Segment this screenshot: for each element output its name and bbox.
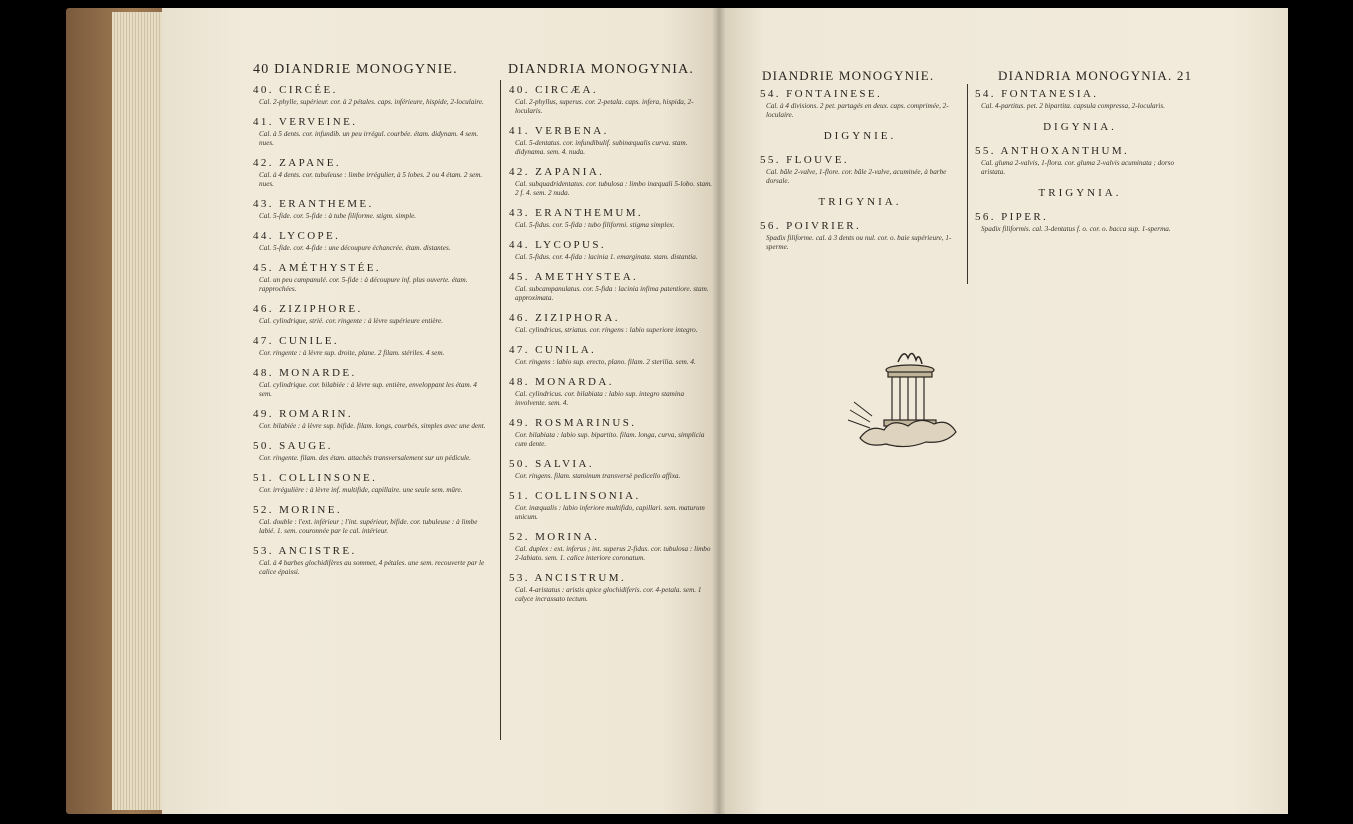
left-header-latin: DIANDRIA MONOGYNIA. [508, 62, 695, 77]
entry-text: Cal. subcampanulatus. cor. 5-fida : lacinia infima patentiore. stam. approximata. [515, 285, 709, 302]
entry-name: 47. CUNILE. [253, 335, 339, 347]
entry-fr-43 [253, 198, 487, 221]
entry-text: Cal. 2-phyllus, superus. cor. 2-petala. caps. infera, hispida, 2-locularis. [515, 98, 694, 115]
entry-la-48 [509, 376, 713, 408]
entry-text: Cor. irrégulière : à lèvre inf. multifide, capillaire. une seule sem. mûre. [259, 486, 463, 494]
entry-text: Cor. inæqualis : labio inferiore multifido, capillari. sem. maturum unicum. [515, 504, 705, 521]
entry-name: 42. ZAPANE. [253, 157, 342, 169]
entry-text: Cal. 5-fide. cor. 4-fide : une découpure échancrée. étam. distantes. [259, 244, 451, 252]
entry-text: Cor. bilabiata : labio sup. bipartito. filam. longa, curva, simplicia cum dente. [515, 431, 705, 448]
entry-name: 54. FONTANESIA. [975, 88, 1099, 100]
entry-name: 46. ZIZIPHORE. [253, 303, 363, 315]
entry-la-49 [509, 417, 713, 449]
entry-name: 54. FONTAINESE. [760, 88, 883, 100]
entry-fr-47 [253, 335, 487, 358]
entry-name: 50. SAUGE. [253, 440, 333, 452]
entry-name: 42. ZAPANIA. [509, 166, 605, 178]
left-latin-column [509, 84, 713, 613]
entry-fr-42 [253, 157, 487, 189]
entry-name: 53. ANCISTRUM. [509, 572, 627, 584]
entry-text: Cal. cylindrique, strié. cor. ringente : à lèvre supérieure entière. [259, 317, 444, 325]
entry-la-56 [975, 211, 1185, 234]
entry-fr-45 [253, 262, 487, 294]
entry-name: 50. SALVIA. [509, 458, 594, 470]
entry-name: 43. ERANTHEMUM. [509, 207, 644, 219]
entry-fr-51 [253, 472, 487, 495]
right-column-rule [967, 84, 968, 284]
entry-la-51 [509, 490, 713, 522]
entry-text: Cal. subquadridentatus. cor. tubulosa : limbo inæquali 5-lobo. stam. 2 f. 4. sem. 2 nuda. [515, 180, 713, 197]
entry-fr-52 [253, 504, 487, 536]
entry-text: Cal. gluma 2-valvis, 1-flora. cor. gluma 2-valvis acuminata ; dorso aristata. [981, 159, 1175, 176]
entry-la-53 [509, 572, 713, 604]
entry-text: Cor. ringente : à lèvre sup. droite, plane. 2 filam. stériles. 4 sem. [259, 349, 445, 357]
entry-fr-55 [760, 154, 960, 186]
entry-la-52 [509, 531, 713, 563]
left-french-column [253, 84, 487, 586]
entry-text: Cal. à 5 dents. cor. infundib. un peu irrégul. courbée. étam. didynam. 4 sem. nues. [259, 130, 479, 147]
entry-text: Cal. 2-phylle, supérieur. cor. à 2 pétales. caps. inférieure, hispide, 2-loculaire. [259, 98, 484, 106]
entry-text: Cal. duplex : ext. inferus ; int. superus 2-fidus. cor. tubulosa : limbo 2-labiato. sem. 1. calice interiore coronatum. [515, 545, 711, 562]
entry-text: Cal. 5-fidus. cor. 4-fida : lacinia 1. emarginata. stam. distantia. [515, 253, 698, 261]
entry-fr-40 [253, 84, 487, 107]
entry-name: 44. LYCOPUS. [509, 239, 607, 251]
entry-name: 49. ROSMARINUS. [509, 417, 637, 429]
entry-name: 44. LYCOPE. [253, 230, 341, 242]
left-header-french: 40 DIANDRIE MONOGYNIE. [253, 62, 458, 77]
entry-la-44 [509, 239, 713, 262]
entry-text: Cal. cylindricus, striatus. cor. ringens : labio superiore integro. [515, 326, 698, 334]
book-gutter [712, 8, 726, 814]
entry-la-54 [975, 88, 1185, 111]
entry-text: Cal. un peu campanulé. cor. 5-fide : à découpure inf. plus ouverte. étam. rapprochées. [259, 276, 468, 293]
entry-text: Cal. 5-dentatus. cor. infundibulif. subinæqualis curva. stam. didynama. sem. 4. nuda. [515, 139, 688, 156]
entry-name: 52. MORINE. [253, 504, 343, 516]
entry-name: 48. MONARDA. [509, 376, 614, 388]
entry-fr-50 [253, 440, 487, 463]
entry-text: Cal. 4-aristatus : aristis apice glochidiferis. cor. 4-petala. sem. 1 calyce incrassato tectum. [515, 586, 702, 603]
entry-name: 40. CIRCÉE. [253, 84, 338, 96]
entry-la-40 [509, 84, 713, 116]
entry-text: Cal. cylindrique. cor. bilabiée : à lèvre sup. entière, enveloppant les étam. 4 sem. [259, 381, 477, 398]
entry-name: 45. AMETHYSTEA. [509, 271, 639, 283]
entry-la-46 [509, 312, 713, 335]
left-column-rule [500, 80, 501, 740]
entry-text: Spadix filiforme. cal. à 3 dents ou nul. cor. o. baie supérieure, 1-sperme. [766, 234, 952, 251]
entry-name: 46. ZIZIPHORA. [509, 312, 620, 324]
entry-name: 43. ERANTHEME. [253, 198, 374, 210]
entry-la-45 [509, 271, 713, 303]
entry-text: Cal. à 4 divisions. 2 pet. partagés en deux. caps. comprimée, 2-loculaire. [766, 102, 949, 119]
entry-name: 48. MONARDE. [253, 367, 357, 379]
entry-name: 56. PIPER. [975, 211, 1049, 223]
entry-name: 56. POIVRIER. [760, 220, 862, 232]
entry-text: Cal. 5-fide. cor. 5-fide : à tube filiforme. stigm. simple. [259, 212, 417, 220]
entry-name: 41. VERBENA. [509, 125, 609, 137]
entry-fr-44 [253, 230, 487, 253]
entry-text: Cor. ringente. filam. des étam. attachés transversalement sur un pédicule. [259, 454, 472, 462]
entry-la-47 [509, 344, 713, 367]
entry-fr-53 [253, 545, 487, 577]
right-header-french: DIANDRIE MONOGYNIE. [762, 68, 935, 83]
entry-name: 55. ANTHOXANTHUM. [975, 145, 1130, 157]
temple-vignette-icon [840, 340, 980, 460]
entry-name: 40. CIRCÆA. [509, 84, 599, 96]
entry-name: 41. VERVEINE. [253, 116, 358, 128]
section-heading-digynia: DIGYNIA. [1043, 121, 1117, 133]
section-heading-trigynia: TRIGYNIA. [818, 196, 902, 208]
entry-name: 51. COLLINSONIA. [509, 490, 641, 502]
right-french-column [760, 88, 960, 261]
entry-name: 49. ROMARIN. [253, 408, 353, 420]
entry-name: 47. CUNILA. [509, 344, 597, 356]
entry-text: Cal. cylindricus. cor. bilabiata : labio sup. integro stamina involvente. sem. 4. [515, 390, 685, 407]
entry-fr-48 [253, 367, 487, 399]
entry-fr-54 [760, 88, 960, 120]
entry-name: 45. AMÉTHYSTÉE. [253, 262, 381, 274]
entry-text: Cor. ringens. filam. staminum transversè pedicello affixa. [515, 472, 681, 480]
section-heading-trigynia-latin: TRIGYNIA. [1038, 187, 1122, 199]
right-latin-column [975, 88, 1185, 243]
entry-name: 51. COLLINSONE. [253, 472, 378, 484]
entry-name: 53. ANCISTRE. [253, 545, 357, 557]
entry-text: Spadix filiformis. cal. 3-dentatus f. o. cor. o. bacca sup. 1-sperma. [981, 225, 1171, 233]
entry-fr-46 [253, 303, 487, 326]
entry-fr-41 [253, 116, 487, 148]
section-heading-digynie: DIGYNIE. [823, 130, 897, 142]
entry-text: Cor. ringens : labio sup. erecto, plano. filam. 2 sterilia. sem. 4. [515, 358, 696, 366]
entry-la-43 [509, 207, 713, 230]
entry-text: Cal. 4-partitus. pet. 2 bipartita. capsula compressa, 2-locularis. [981, 102, 1166, 110]
entry-name: 52. MORINA. [509, 531, 600, 543]
entry-text: Cal. double : l'ext. inférieur ; l'int. supérieur, bifide. cor. tubuleuse : à limbe labié. 1. sem. couronnée par le cal. intérieur. [259, 518, 478, 535]
entry-name: 55. FLOUVE. [760, 154, 850, 166]
entry-fr-56 [760, 220, 960, 252]
right-header-latin: DIANDRIA MONOGYNIA. 21 [998, 68, 1193, 83]
entry-text: Cal. à 4 dents. cor. tubuleuse : limbe irrégulier, à 5 lobes. 2 ou 4 étam. 2 sem. nues. [259, 171, 483, 188]
entry-text: Cal. à 4 barbes glochidifères au sommet, 4 pétales. une sem. recouverte par le calice épaissi. [259, 559, 485, 576]
entry-text: Cor. bilabiée : à lèvre sup. bifide. filam. longs, courbés, simples avec une dent. [259, 422, 486, 430]
entry-text: Cal. 5-fidus. cor. 5-fida : tubo filiformi. stigma simplex. [515, 221, 675, 229]
entry-la-55 [975, 145, 1185, 177]
entry-la-50 [509, 458, 713, 481]
entry-la-42 [509, 166, 713, 198]
entry-la-41 [509, 125, 713, 157]
entry-text: Cal. bâle 2-valve, 1-flore. cor. bâle 2-valve, acuminée, à barbe dorsale. [766, 168, 947, 185]
entry-fr-49 [253, 408, 487, 431]
